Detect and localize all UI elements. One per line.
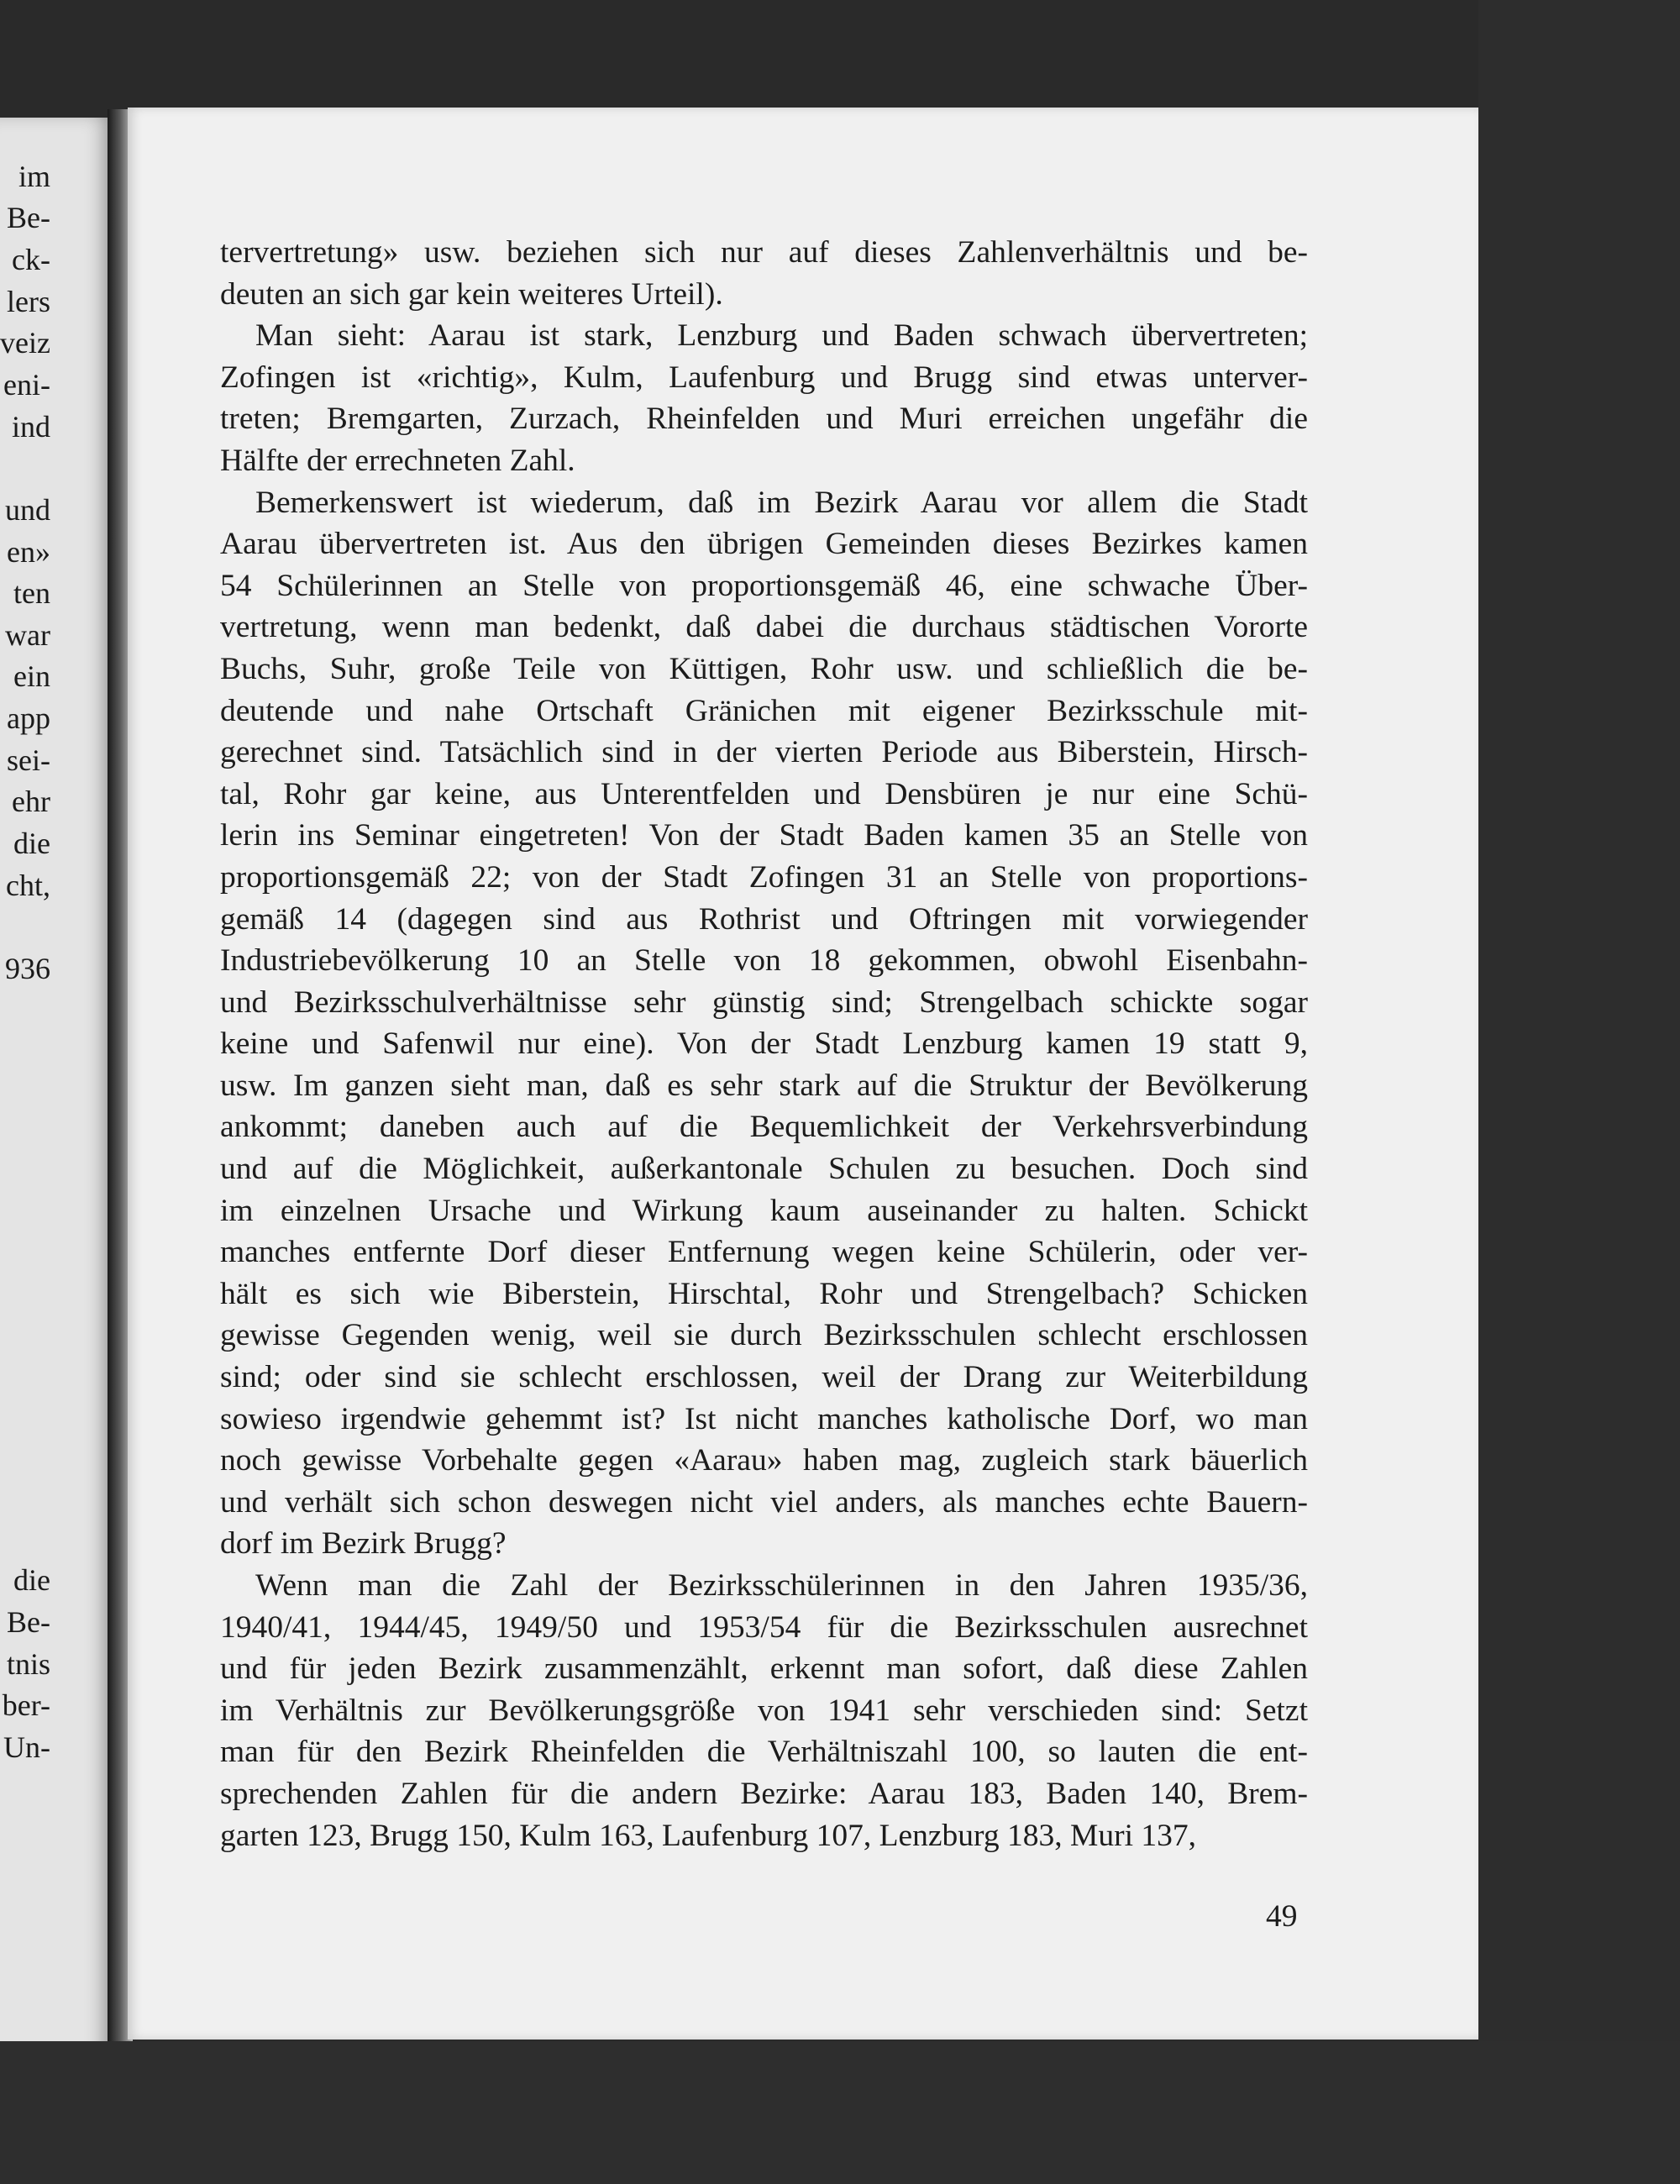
text-line: Hälfte der errechneten Zahl. (220, 443, 575, 478)
left-page-fragment: ck- (12, 242, 50, 276)
text-line: 1940/41, 1944/45, 1949/50 und 1953/54 für die Bezirksschulen ausrechnet (220, 1609, 1308, 1645)
text-line: und verhält sich schon deswegen nicht viel anders, als manches echte Bauern- (220, 1484, 1308, 1520)
left-page-fragment: ehr (12, 785, 50, 819)
text-line: usw. Im ganzen sieht man, daß es sehr stark auf die Struktur der Bevölkerung (220, 1068, 1308, 1103)
text-line: sowieso irgendwie gehemmt ist? Ist nicht manches katholische Dorf, wo man (220, 1401, 1308, 1436)
text-line: tervertretung» usw. beziehen sich nur auf dieses Zahlenverhältnis und be- (220, 235, 1308, 270)
left-page-fragment: app (7, 701, 50, 736)
left-page-fragment: sei- (7, 743, 50, 777)
text-line: man für den Bezirk Rheinfelden die Verhältniszahl 100, so lauten die ent- (220, 1735, 1308, 1770)
left-page-fragment: Be- (7, 1604, 50, 1639)
left-page-fragment: Un- (3, 1730, 50, 1764)
left-page-fragment: war (5, 617, 50, 652)
text-line: im einzelnen Ursache und Wirkung kaum auseinander zu halten. Schickt (220, 1193, 1308, 1228)
left-page-fragment: die (13, 1563, 50, 1598)
left-page-fragment: en» (7, 534, 50, 569)
text-line: noch gewisse Vorbehalte gegen «Aarau» haben mag, zugleich stark bäuerlich (220, 1443, 1308, 1478)
left-page-fragment: ber- (2, 1688, 50, 1723)
scan-background-top (0, 0, 1680, 118)
page-number: 49 (1266, 1899, 1298, 1934)
text-line: Bemerkenswert ist wiederum, daß im Bezirk Aarau vor allem die Stadt (255, 485, 1308, 520)
text-line: garten 123, Brugg 150, Kulm 163, Laufenburg 107, Lenzburg 183, Muri 137, (220, 1818, 1196, 1853)
text-line: vertretung, wenn man bedenkt, daß dabei die durchaus städtischen Vororte (220, 610, 1308, 645)
text-line: tal, Rohr gar keine, aus Unterentfelden und Densbüren je nur eine Schü- (220, 776, 1308, 811)
text-line: Zofingen ist «richtig», Kulm, Laufenburg und Brugg sind etwas unterver- (220, 360, 1308, 395)
text-line: proportionsgemäß 22; von der Stadt Zofingen 31 an Stelle von proportions- (220, 859, 1308, 895)
left-page-fragment: tnis (6, 1646, 50, 1681)
text-line: und Bezirksschulverhältnisse sehr günstig sind; Strengelbach schickte sogar (220, 984, 1308, 1020)
right-page (128, 108, 1478, 2040)
body-text (220, 232, 1308, 1856)
scan-background-bottom (0, 2041, 1680, 2184)
text-line: deuten an sich gar kein weiteres Urteil). (220, 276, 723, 312)
text-line: gemäß 14 (dagegen sind aus Rothrist und Oftringen mit vorwiegender (220, 901, 1308, 937)
text-line: 54 Schülerinnen an Stelle von proportionsgemäß 46, eine schwache Über- (220, 568, 1308, 603)
text-line: im Verhältnis zur Bevölkerungsgröße von 1941 sehr verschieden sind: Setzt (220, 1693, 1308, 1728)
text-line: sprechenden Zahlen für die andern Bezirke: Aarau 183, Baden 140, Brem- (220, 1776, 1308, 1811)
text-line: dorf im Bezirk Brugg? (220, 1526, 507, 1562)
left-page-fragment: und (5, 492, 50, 527)
text-line: Industriebevölkerung 10 an Stelle von 18 gekommen, obwohl Eisenbahn- (220, 943, 1308, 979)
text-line: treten; Bremgarten, Zurzach, Rheinfelden und Muri erreichen ungefähr die (220, 402, 1308, 437)
left-page-fragment: eni- (3, 367, 50, 402)
text-line: deutende und nahe Ortschaft Gränichen mit eigener Bezirksschule mit- (220, 693, 1308, 728)
left-page-fragment: Be- (7, 201, 50, 235)
left-page-fragment: ten (13, 576, 50, 611)
text-line: sind; oder sind sie schlecht erschlossen, weil der Drang zur Weiterbildung (220, 1360, 1308, 1395)
left-page-fragment: 936 (5, 952, 50, 985)
text-line: Aarau übervertreten ist. Aus den übrigen Gemeinden dieses Bezirkes kamen (220, 527, 1308, 562)
left-page-fragment: veiz (0, 326, 50, 360)
text-line: und auf die Möglichkeit, außerkantonale Schulen zu besuchen. Doch sind (220, 1152, 1308, 1187)
left-page-fragment: im (18, 159, 50, 193)
text-line: keine und Safenwil nur eine). Von der Stadt Lenzburg kamen 19 statt 9, (220, 1026, 1308, 1062)
left-page-fragment: die (13, 827, 50, 861)
text-line: Wenn man die Zahl der Bezirksschülerinnen in den Jahren 1935/36, (255, 1568, 1308, 1603)
text-line: gewisse Gegenden wenig, weil sie durch Bezirksschulen schlecht erschlossen (220, 1318, 1308, 1353)
text-line: gerechnet sind. Tatsächlich sind in der vierten Periode aus Biberstein, Hirsch- (220, 735, 1308, 770)
left-page-fragment: ein (13, 659, 50, 694)
text-line: Buchs, Suhr, große Teile von Küttigen, Rohr usw. und schließlich die be- (220, 651, 1308, 686)
text-line: und für jeden Bezirk zusammenzählt, erkennt man sofort, daß diese Zahlen (220, 1651, 1308, 1687)
scan-background-right (1478, 0, 1680, 2184)
left-page-fragment: cht, (6, 868, 50, 902)
text-line: lerin ins Seminar eingetreten! Von der Stadt Baden kamen 35 an Stelle von (220, 818, 1308, 853)
text-line: manches entfernte Dorf dieser Entfernung wegen keine Schülerin, oder ver- (220, 1235, 1308, 1270)
text-line: Man sieht: Aarau ist stark, Lenzburg und Baden schwach übervertreten; (255, 318, 1308, 354)
left-page-edge (0, 118, 113, 2075)
left-page-fragment: lers (7, 284, 50, 318)
left-page-fragment: ind (11, 409, 50, 444)
text-line: hält es sich wie Biberstein, Hirschtal, Rohr und Strengelbach? Schicken (220, 1276, 1308, 1311)
text-line: ankommt; daneben auch auf die Bequemlichkeit der Verkehrsverbindung (220, 1110, 1308, 1145)
